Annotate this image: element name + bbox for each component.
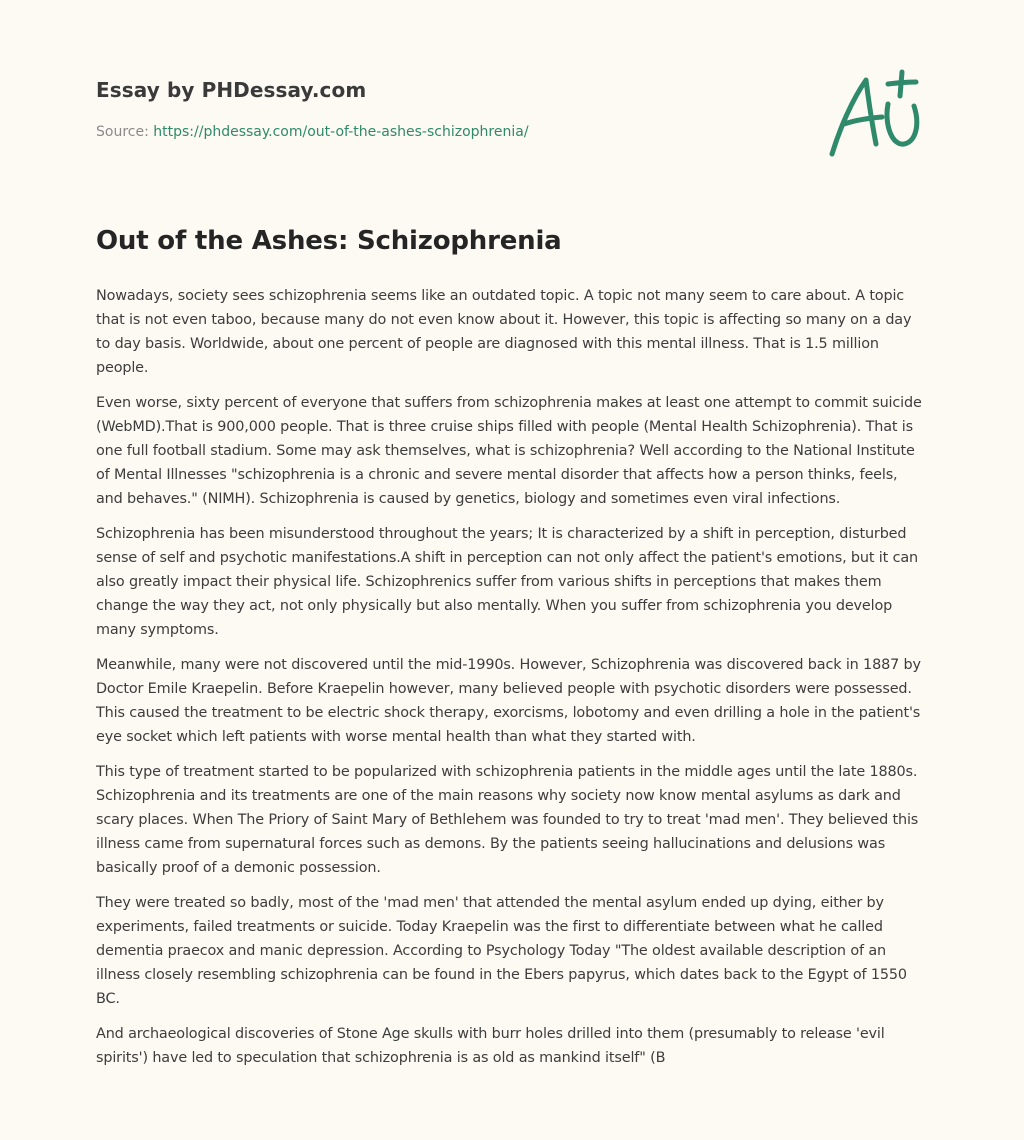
essay-page [96,0,928,1140]
site-brand: Essay by PHDessay.com [96,78,367,102]
a-plus-grade-icon [824,66,928,164]
essay-paragraph: Schizophrenia has been misunderstood throughout the years; It is characterized by a shift in perception, disturbed sense of self and psychotic manifestations.A shift in perception can not only affect the patient's emotions, but it can also greatly impact their physical life. Schizophrenics suffer from various shifts in perceptions that makes them change the way they act, not only physically but also mentally. When you suffer from schizophrenia you develop many symptoms. [96,526,918,638]
essay-title: Out of the Ashes: Schizophrenia [96,226,562,256]
essay-paragraph: And archaeological discoveries of Stone Age skulls with burr holes drilled into them (presumably to release 'evil spirits') have led to speculation that schizophrenia is as old as mankind itself" (B [96,1026,885,1066]
essay-body [96,284,928,1081]
essay-paragraph: Meanwhile, many were not discovered until the mid-1990s. However, Schizophrenia was discovered back in 1887 by Doctor Emile Kraepelin. Before Kraepelin however, many believed people with psychotic disorders were possessed. This caused the treatment to be electric shock therapy, exorcisms, lobotomy and even drilling a hole in the patient's eye socket which left patients with worse mental health than what they started with. [96,657,921,745]
essay-paragraph: They were treated so badly, most of the 'mad men' that attended the mental asylum ended up dying, either by experiments, failed treatments or suicide. Today Kraepelin was the first to differentiate between what he called dementia praecox and manic depression. According to Psychology Today "The oldest available description of an illness closely resembling schizophrenia can be found in the Ebers papyrus, which dates back to the Egypt of 1550 BC. [96,895,907,1007]
source-link[interactable]: https://phdessay.com/out-of-the-ashes-schizophrenia/ [153,124,529,140]
essay-paragraph: This type of treatment started to be popularized with schizophrenia patients in the middle ages until the late 1880s. Schizophrenia and its treatments are one of the main reasons why society now know mental asylums as dark and scary places. When The Priory of Saint Mary of Bethlehem was founded to try to treat 'mad men'. They believed this illness came from supernatural forces such as demons. By the patients seeing hallucinations and delusions was basically proof of a demonic possession. [96,764,919,876]
page-header [96,0,928,200]
essay-paragraph: Nowadays, society sees schizophrenia seems like an outdated topic. A topic not many seem to care about. A topic that is not even taboo, because many do not even know about it. However, this topic is affecting so many on a day to day basis. Worldwide, about one percent of people are diagnosed with this mental illness. That is 1.5 million people. [96,288,912,376]
source-label: Source: [96,124,149,140]
essay-paragraph: Even worse, sixty percent of everyone that suffers from schizophrenia makes at least one attempt to commit suicide (WebMD).That is 900,000 people. That is three cruise ships filled with people (Mental Health Schizophrenia). That is one full football stadium. Some may ask themselves, what is schizophrenia? Well according to the National Institute of Mental Illnesses "schizophrenia is a chronic and severe mental disorder that affects how a person thinks, feels, and behaves." (NIMH). Schizophrenia is caused by genetics, biology and sometimes even viral infections. [96,395,922,507]
source-line [96,124,529,140]
